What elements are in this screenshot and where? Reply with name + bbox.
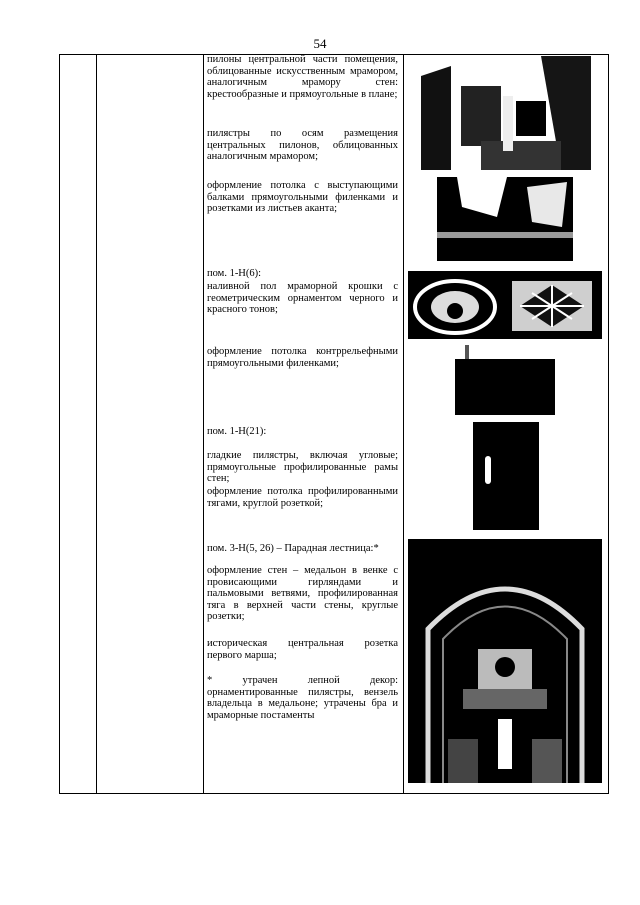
text-smooth-pilasters: гладкие пилястры, включая угловые; прямоугольные профилированные рамы стен; <box>207 450 398 485</box>
text-lost-decor: * утрачен лепной декор: орнаментированные пилястры, вензель владельца в медальоне; утрачены бра и мраморные постаменты <box>207 675 398 721</box>
photo-room-1n21 <box>473 422 539 530</box>
text-wall-medallion: оформление стен – медальон в венке с провисающими гирляндами и пальмовыми ветвями, профилированная тяга в верхней части стены, круглые розетки; <box>207 565 398 623</box>
room-3n-staircase-heading: пом. 3-Н(5, 26) – Парадная лестница:* <box>207 543 379 554</box>
text-ceiling-beams: оформление потолка с выступающими балками прямоугольными филенками и розетками из листьев аканта; <box>207 180 398 215</box>
photo-grand-staircase <box>408 539 602 783</box>
column-divider-2 <box>203 55 204 793</box>
room-1n21-heading: пом. 1-Н(21): <box>207 426 267 437</box>
page-number: 54 <box>313 36 327 51</box>
column-divider-3 <box>403 55 404 793</box>
text-ceiling-moldings: оформление потолка профилированными тягами, круглой розеткой; <box>207 486 398 509</box>
text-ceiling-panels: оформление потолка контррельефными прямоугольными филенками; <box>207 346 398 369</box>
text-pilasters: пилястры по осям размещения центральных пилонов, облицованных аналогичным мрамором; <box>207 128 398 163</box>
photo-floor-ornament-2 <box>502 271 602 339</box>
photo-ceiling-panels <box>455 345 555 415</box>
text-terrazzo-floor: наливной пол мраморной крошки с геометрическим орнаментом черного и красного тонов; <box>207 281 398 316</box>
room-1n6-heading: пом. 1-Н(6): <box>207 268 262 279</box>
photo-hall-pylons <box>421 56 591 170</box>
text-central-rosette: историческая центральная розетка первого марша; <box>207 638 398 661</box>
column-divider-1 <box>96 55 97 793</box>
photo-floor-ornament-1 <box>408 271 502 339</box>
text-pylons: пилоны центральной части помещения, облицованные искусственным мрамором, аналогичным мрамору стен: крестообразные и прямоугольные в плане; <box>207 54 398 100</box>
photo-ceiling-beams <box>437 177 573 261</box>
